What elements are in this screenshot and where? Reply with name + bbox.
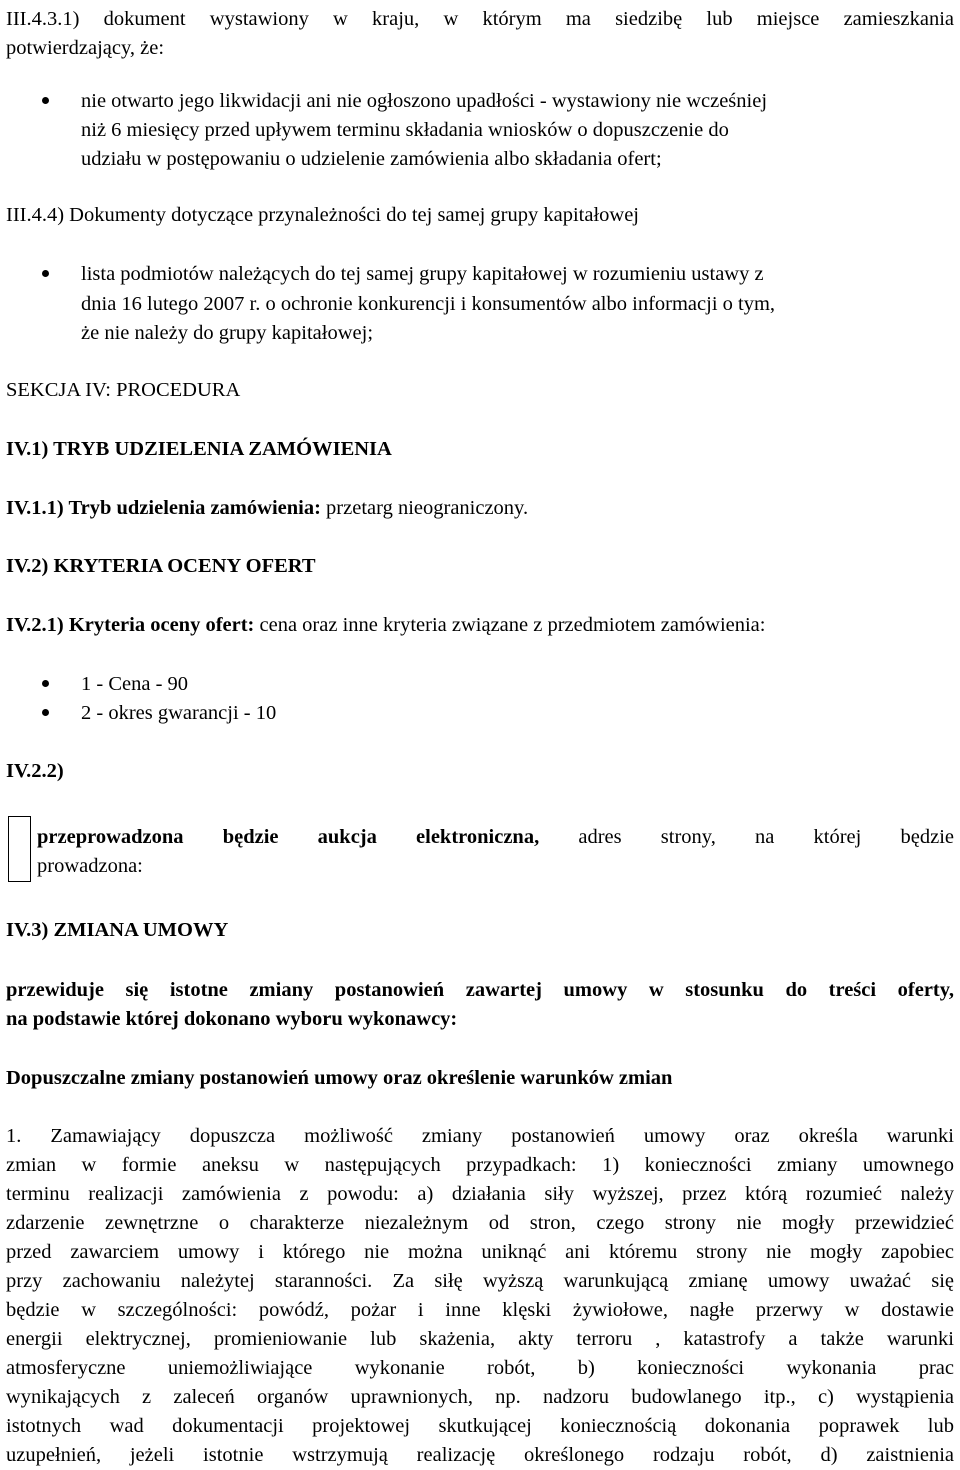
iv-3-heading: IV.3) ZMIANA UMOWY	[6, 919, 229, 941]
auction-checkbox[interactable]	[8, 816, 31, 882]
bullet-icon	[42, 680, 49, 687]
paragraph-line: przy zachowaniu należytej staranności. Za siłę wyższą warunkującą zmianę umowy uważać się	[6, 1270, 954, 1292]
paragraph-line: terminu realizacji zamówienia z powodu: a) działania siły wyższej, przez którą rozumieć należy	[6, 1183, 954, 1205]
bullet-2-line2: dnia 16 lutego 2007 r. o ochronie konkurencji i konsumentów albo informacji o tym,	[81, 293, 776, 315]
iv-1-1-label: IV.1.1) Tryb udzielenia zamówienia:	[6, 497, 321, 519]
auction-bold: przeprowadzona będzie aukcja elektroniczna,	[37, 826, 540, 848]
bullet-2-line1: lista podmiotów należących do tej samej grupy kapitałowej w rozumieniu ustawy z	[81, 263, 764, 285]
section-iv-heading: SEKCJA IV: PROCEDURA	[6, 379, 241, 401]
bullet-1-line1: nie otwarto jego likwidacji ani nie ogłoszono upadłości - wystawiony nie wcześniej	[81, 90, 768, 112]
paragraph-line: energii elektrycznej, promieniowanie lub skażenia, akty terroru , katastrofy a także warunki	[6, 1328, 954, 1350]
iv-1-1-value: przetarg nieograniczony.	[320, 497, 529, 519]
zmiany-line1: przewiduje się istotne zmiany postanowień zawartej umowy w stosunku do treści oferty,	[6, 979, 954, 1001]
iv-2-1-value: cena oraz inne kryteria związane z przedmiotem zamówienia:	[254, 614, 766, 636]
paragraph-line: 1. Zamawiający dopuszcza możliwość zmiany postanowień umowy oraz określa warunki	[6, 1125, 954, 1147]
bullet-icon	[42, 97, 49, 104]
bullet-2-line3: że nie należy do grupy kapitałowej;	[81, 322, 374, 344]
bullet-icon	[42, 270, 49, 277]
paragraph-line: istotnych wad dokumentacji projektowej skutkującej koniecznością dokonania poprawek lub	[6, 1415, 954, 1437]
iv-2-1-label: IV.2.1) Kryteria oceny ofert:	[6, 614, 255, 636]
iv-1-1-row	[6, 498, 528, 519]
criterion-2: 2 - okres gwarancji - 10	[81, 702, 277, 724]
paragraph-line: zmian w formie aneksu w następujących przypadkach: 1) konieczności zmiany umownego	[6, 1154, 954, 1176]
paragraph-line: wynikających z zaleceń organów uprawnionych, np. nadzoru budowlanego itp., c) wystąpienia	[6, 1386, 954, 1408]
paragraph-line: będzie w szczególności: powódź, pożar i inne klęski żywiołowe, nagłe przerwy w dostawie	[6, 1299, 954, 1321]
dopuszczalne-heading: Dopuszczalne zmiany postanowień umowy oraz określenie warunków zmian	[6, 1067, 673, 1089]
bullet-1-line3: udziału w postępowaniu o udzielenie zamówienia albo składania ofert;	[81, 148, 662, 170]
bullet-icon	[42, 709, 49, 716]
zmiany-line2: na podstawie której dokonano wyboru wykonawcy:	[6, 1008, 458, 1030]
iv-1-heading: IV.1) TRYB UDZIELENIA ZAMÓWIENIA	[6, 438, 392, 460]
paragraph-line: uzupełnień, jeżeli istotnie wstrzymują realizację określonego rodzaju robót, d) zaistnienia	[6, 1444, 954, 1466]
iv-2-1-row	[6, 615, 765, 636]
iv-2-heading: IV.2) KRYTERIA OCENY OFERT	[6, 555, 316, 577]
section-iii-4-3-1-line1: III.4.3.1) dokument wystawiony w kraju, w którym ma siedzibę lub miejsce zamieszkania	[6, 8, 954, 30]
section-iii-4-3-1-line2: potwierdzający, że:	[6, 37, 165, 59]
section-iii-4-4: III.4.4) Dokumenty dotyczące przynależności do tej samej grupy kapitałowej	[6, 204, 639, 226]
criterion-1: 1 - Cena - 90	[81, 673, 189, 695]
iv-2-2-label: IV.2.2)	[6, 760, 64, 782]
bullet-1-line2: niż 6 miesięcy przed upływem terminu składania wniosków o dopuszczenie do	[81, 119, 729, 141]
paragraph-line: atmosferyczne uniemożliwiające wykonanie robót, b) konieczności wykonania prac	[6, 1357, 954, 1379]
auction-line2: prowadzona:	[37, 855, 143, 877]
auction-rest: adres strony, na której będzie	[539, 826, 954, 848]
paragraph-line: przed zawarciem umowy i którego nie można uniknąć ani któremu strony nie mogły zapobiec	[6, 1241, 954, 1263]
auction-line1	[37, 827, 954, 848]
paragraph-line: zdarzenie zewnętrzne o charakterze niezależnym od stron, czego strony nie mogły przewidzieć	[6, 1212, 954, 1234]
